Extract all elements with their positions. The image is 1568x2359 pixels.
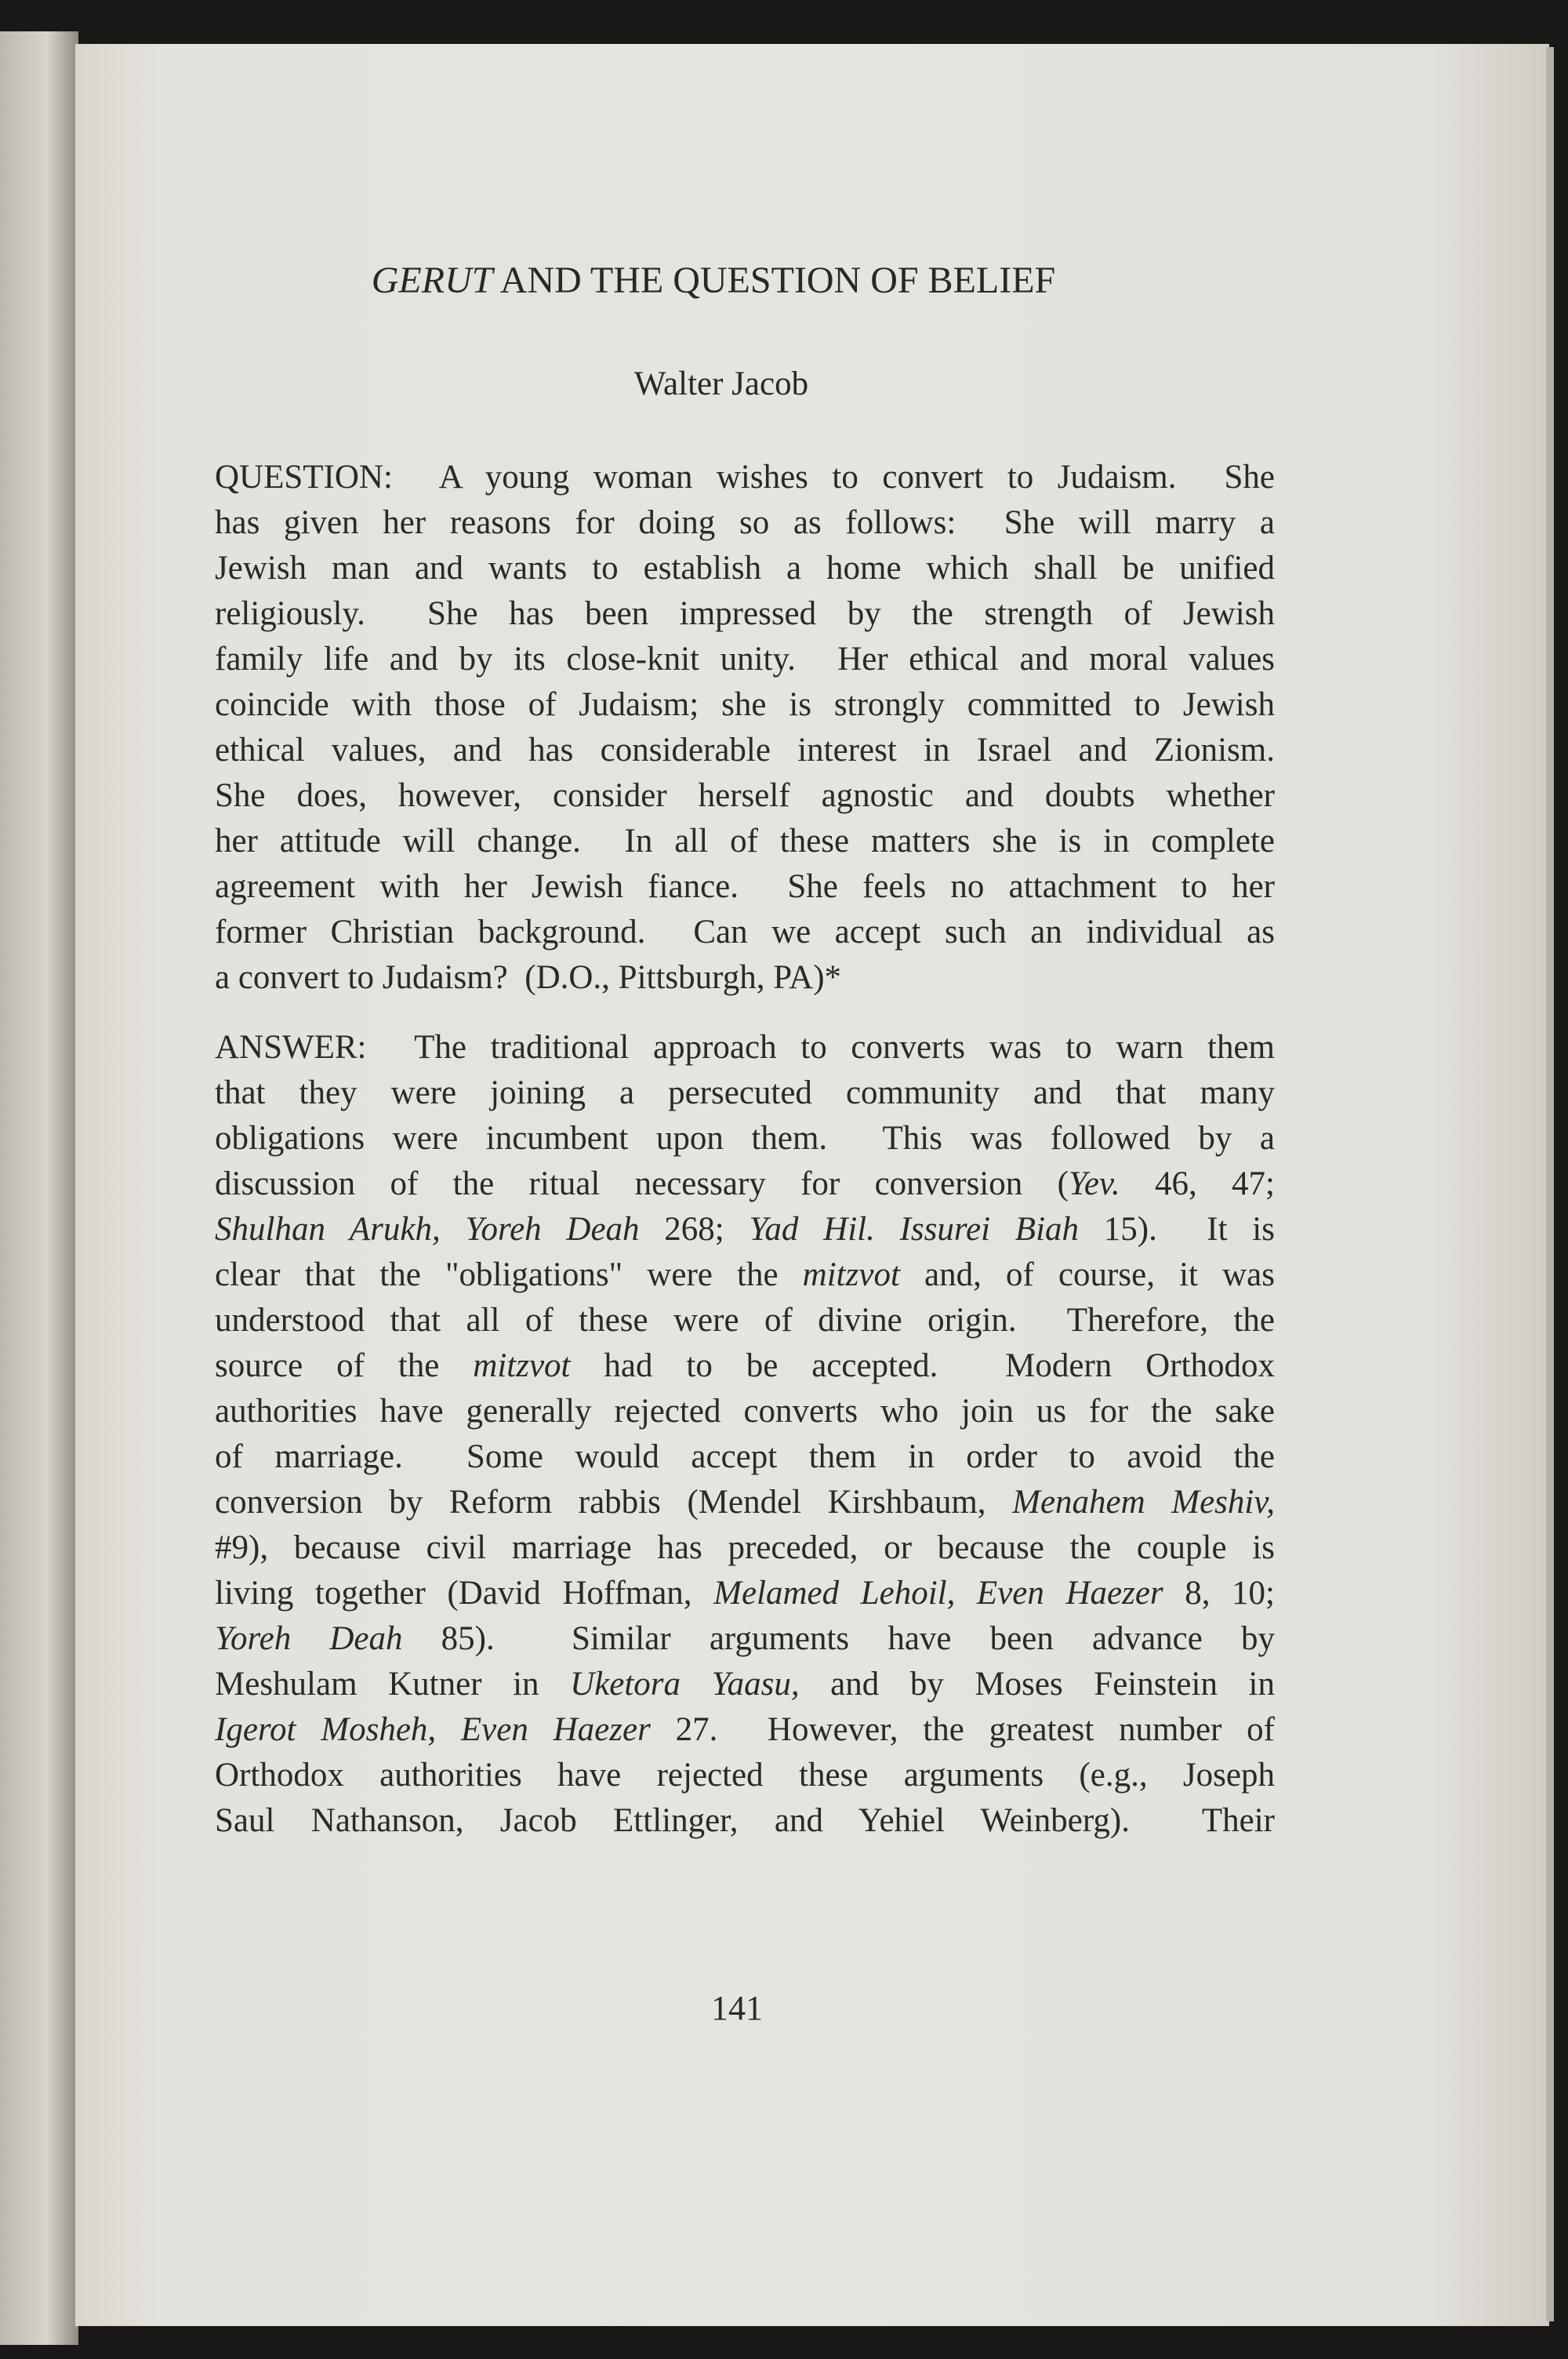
text-run: ANSWER: The traditional approach to converts was to warn them — [215, 1029, 1275, 1066]
text-run: former Christian background. Can we accept such an individual as — [215, 914, 1275, 951]
text-line — [215, 1662, 1275, 1707]
text-line — [215, 1161, 1275, 1207]
text-line — [215, 1480, 1275, 1525]
text-run: Orthodox authorities have rejected these arguments (e.g., Joseph — [215, 1757, 1275, 1794]
text-line — [215, 1434, 1275, 1480]
text-line — [215, 455, 1275, 500]
text-line — [215, 1389, 1275, 1434]
text-run: authorities have generally rejected converts who join us for the sake — [215, 1393, 1275, 1430]
italic-text: Yoreh Deah — [215, 1620, 403, 1657]
italic-text: Uketora Yaasu, — [570, 1666, 800, 1703]
text-run: Saul Nathanson, Jacob Ettlinger, and Yehiel Weinberg). Their — [215, 1802, 1275, 1839]
text-run: had to be accepted. Modern Orthodox — [570, 1347, 1275, 1384]
text-line — [215, 682, 1275, 728]
title-italic: GERUT — [371, 260, 493, 301]
text-run: has given her reasons for doing so as follows: She will marry a — [215, 504, 1275, 541]
text-run: and by Moses Feinstein in — [799, 1666, 1275, 1703]
italic-text: Yad Hil. Issurei Biah — [749, 1211, 1080, 1248]
text-run: 15). It is — [1079, 1211, 1275, 1248]
author-name: Walter Jacob — [633, 365, 809, 402]
text-run: 46, 47; — [1120, 1165, 1275, 1202]
page-number: 141 — [711, 1989, 763, 2027]
text-line — [215, 1525, 1275, 1571]
italic-text: Igerot Mosheh, Even Haezer — [215, 1711, 651, 1748]
text-line — [215, 1343, 1275, 1389]
text-run: religiously. She has been impressed by the strength of Jewish — [215, 595, 1275, 632]
italic-text: Menahem Meshiv, — [1012, 1484, 1275, 1521]
title-rest: AND THE QUESTION OF BELIEF — [492, 260, 1056, 301]
text-run: family life and by its close-knit unity. Her ethical and moral values — [215, 641, 1275, 678]
text-run: 85). Similar arguments have been advance by — [402, 1620, 1275, 1657]
text-run: #9), because civil marriage has preceded, or because the couple is — [215, 1529, 1275, 1566]
text-run: 268; — [639, 1211, 750, 1248]
text-line — [215, 864, 1275, 910]
answer-paragraph — [215, 1025, 1275, 1844]
text-line — [215, 1252, 1275, 1298]
text-line — [215, 1116, 1275, 1161]
text-run: her attitude will change. In all of these matters she is in complete — [215, 823, 1275, 860]
text-run: Meshulam Kutner in — [215, 1666, 571, 1703]
italic-text: mitzvot — [473, 1347, 571, 1384]
text-run: 27. However, the greatest number of — [650, 1711, 1276, 1748]
text-run: understood that all of these were of divine origin. Therefore, the — [215, 1302, 1275, 1339]
text-run: Jewish man and wants to establish a home which shall be unified — [215, 550, 1275, 587]
text-line — [215, 728, 1275, 773]
italic-text: Melamed Lehoil, Even Haezer — [713, 1575, 1163, 1612]
article-title — [212, 259, 1215, 302]
text-line — [215, 637, 1275, 682]
italic-text: Yev. — [1068, 1165, 1120, 1202]
text-run: a convert to Judaism? (D.O., Pittsburgh, PA)* — [215, 959, 842, 996]
text-line — [215, 1571, 1275, 1616]
text-line — [215, 1298, 1275, 1343]
text-line — [215, 955, 1275, 1001]
facing-page-edge — [0, 31, 78, 2345]
text-run: ethical values, and has considerable interest in Israel and Zionism. — [215, 732, 1275, 769]
italic-text: mitzvot — [802, 1256, 900, 1293]
text-line — [215, 1707, 1275, 1753]
text-run: discussion of the ritual necessary for conversion ( — [215, 1165, 1069, 1202]
text-line — [215, 1753, 1275, 1798]
text-run: 8, 10; — [1163, 1575, 1275, 1612]
text-line — [215, 773, 1275, 819]
text-line — [215, 1616, 1275, 1662]
text-line — [215, 1070, 1275, 1116]
text-run: conversion by Reform rabbis (Mendel Kirshbaum, — [215, 1484, 1013, 1521]
question-paragraph — [215, 455, 1275, 1001]
text-run: obligations were incumbent upon them. This was followed by a — [215, 1120, 1275, 1157]
text-run: agreement with her Jewish fiance. She feels no attachment to her — [215, 868, 1275, 905]
italic-text: Shulhan Arukh, Yoreh Deah — [215, 1211, 640, 1248]
text-line — [215, 910, 1275, 955]
text-run: living together (David Hoffman, — [215, 1575, 714, 1612]
text-line — [215, 1798, 1275, 1844]
text-line — [215, 546, 1275, 591]
text-run: source of the — [215, 1347, 474, 1384]
text-run: clear that the "obligations" were the — [215, 1256, 803, 1293]
text-run: and, of course, it was — [899, 1256, 1275, 1293]
text-run: of marriage. Some would accept them in order to avoid the — [215, 1438, 1275, 1475]
text-run: She does, however, consider herself agnostic and doubts whether — [215, 777, 1275, 814]
text-line — [215, 819, 1275, 864]
text-run: coincide with those of Judaism; she is strongly committed to Jewish — [215, 686, 1275, 723]
text-run: that they were joining a persecuted community and that many — [215, 1074, 1275, 1111]
text-line — [215, 591, 1275, 637]
text-line — [215, 500, 1275, 546]
page-stack-edge — [1546, 47, 1554, 2321]
text-line — [215, 1025, 1275, 1070]
text-run: QUESTION: A young woman wishes to convert to Judaism. She — [215, 459, 1275, 496]
text-line — [215, 1207, 1275, 1252]
